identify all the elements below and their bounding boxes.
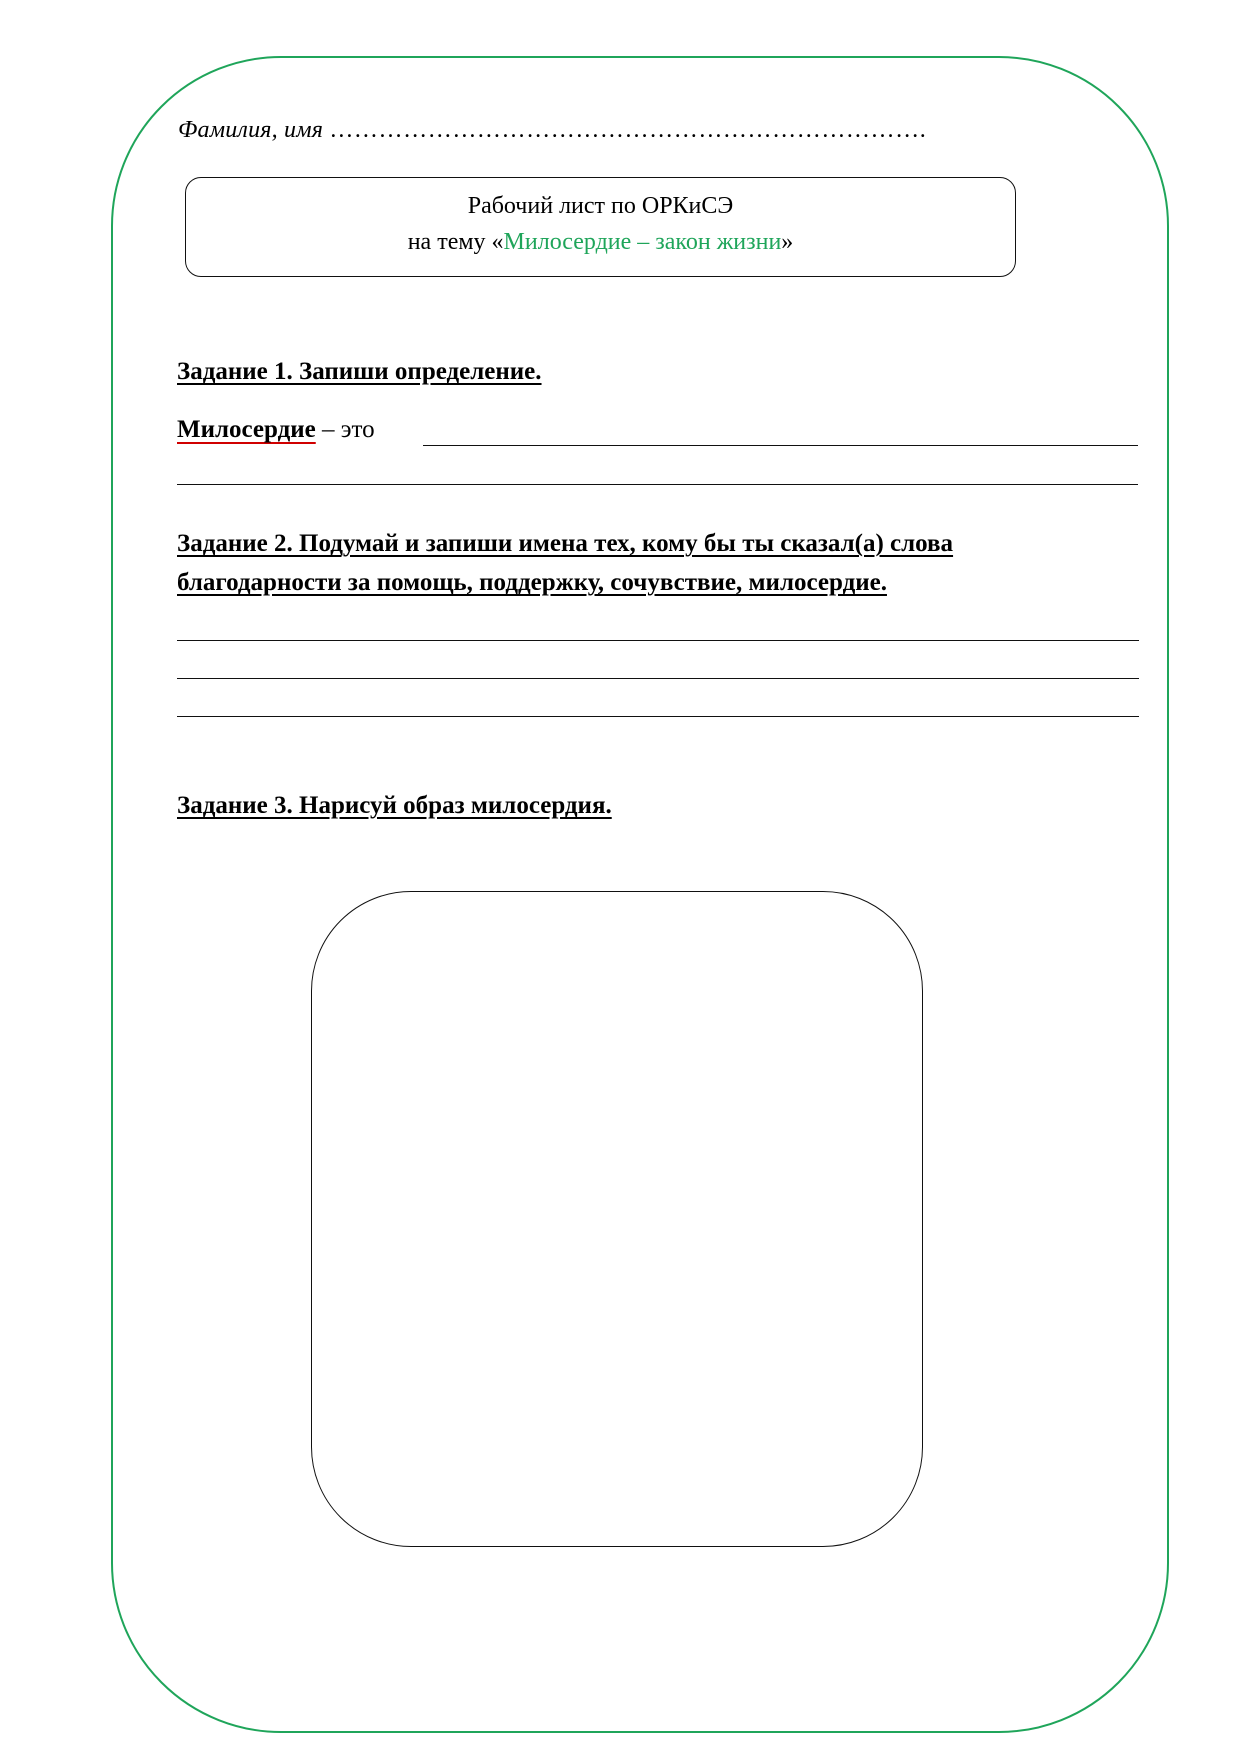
task2-answer-line-1[interactable] <box>177 640 1139 641</box>
task3-heading: Задание 3. Нарисуй образ милосердия. <box>177 792 612 819</box>
task2-answer-line-3[interactable] <box>177 716 1139 717</box>
task3-drawing-area[interactable] <box>311 891 923 1547</box>
title-topic: Милосердие – закон жизни <box>503 229 782 255</box>
title-prefix: на тему « <box>407 229 504 255</box>
task1-definition-prompt <box>177 416 375 444</box>
name-field[interactable] <box>178 117 926 144</box>
title-suffix: » <box>781 229 794 255</box>
name-label: Фамилия, имя <box>178 117 324 143</box>
task1-connector: – это <box>315 416 375 443</box>
task2-answer-line-2[interactable] <box>177 678 1139 679</box>
title-box <box>185 177 1016 277</box>
title-line-2 <box>186 224 1015 260</box>
task1-answer-line-2[interactable] <box>177 484 1138 485</box>
task2-heading-line-2: благодарности за помощь, поддержку, сочувствие, милосердие. <box>177 569 887 596</box>
task1-answer-line-1[interactable] <box>423 445 1138 446</box>
task1-term: Милосердие <box>177 416 316 443</box>
task2-heading-line-1: Задание 2. Подумай и запиши имена тех, кому бы ты сказал(а) слова <box>177 530 954 557</box>
title-line-1: Рабочий лист по ОРКиСЭ <box>467 193 734 219</box>
name-dots: ………………………………………………………………. <box>329 117 927 143</box>
task1-heading: Задание 1. Запиши определение. <box>177 358 542 385</box>
